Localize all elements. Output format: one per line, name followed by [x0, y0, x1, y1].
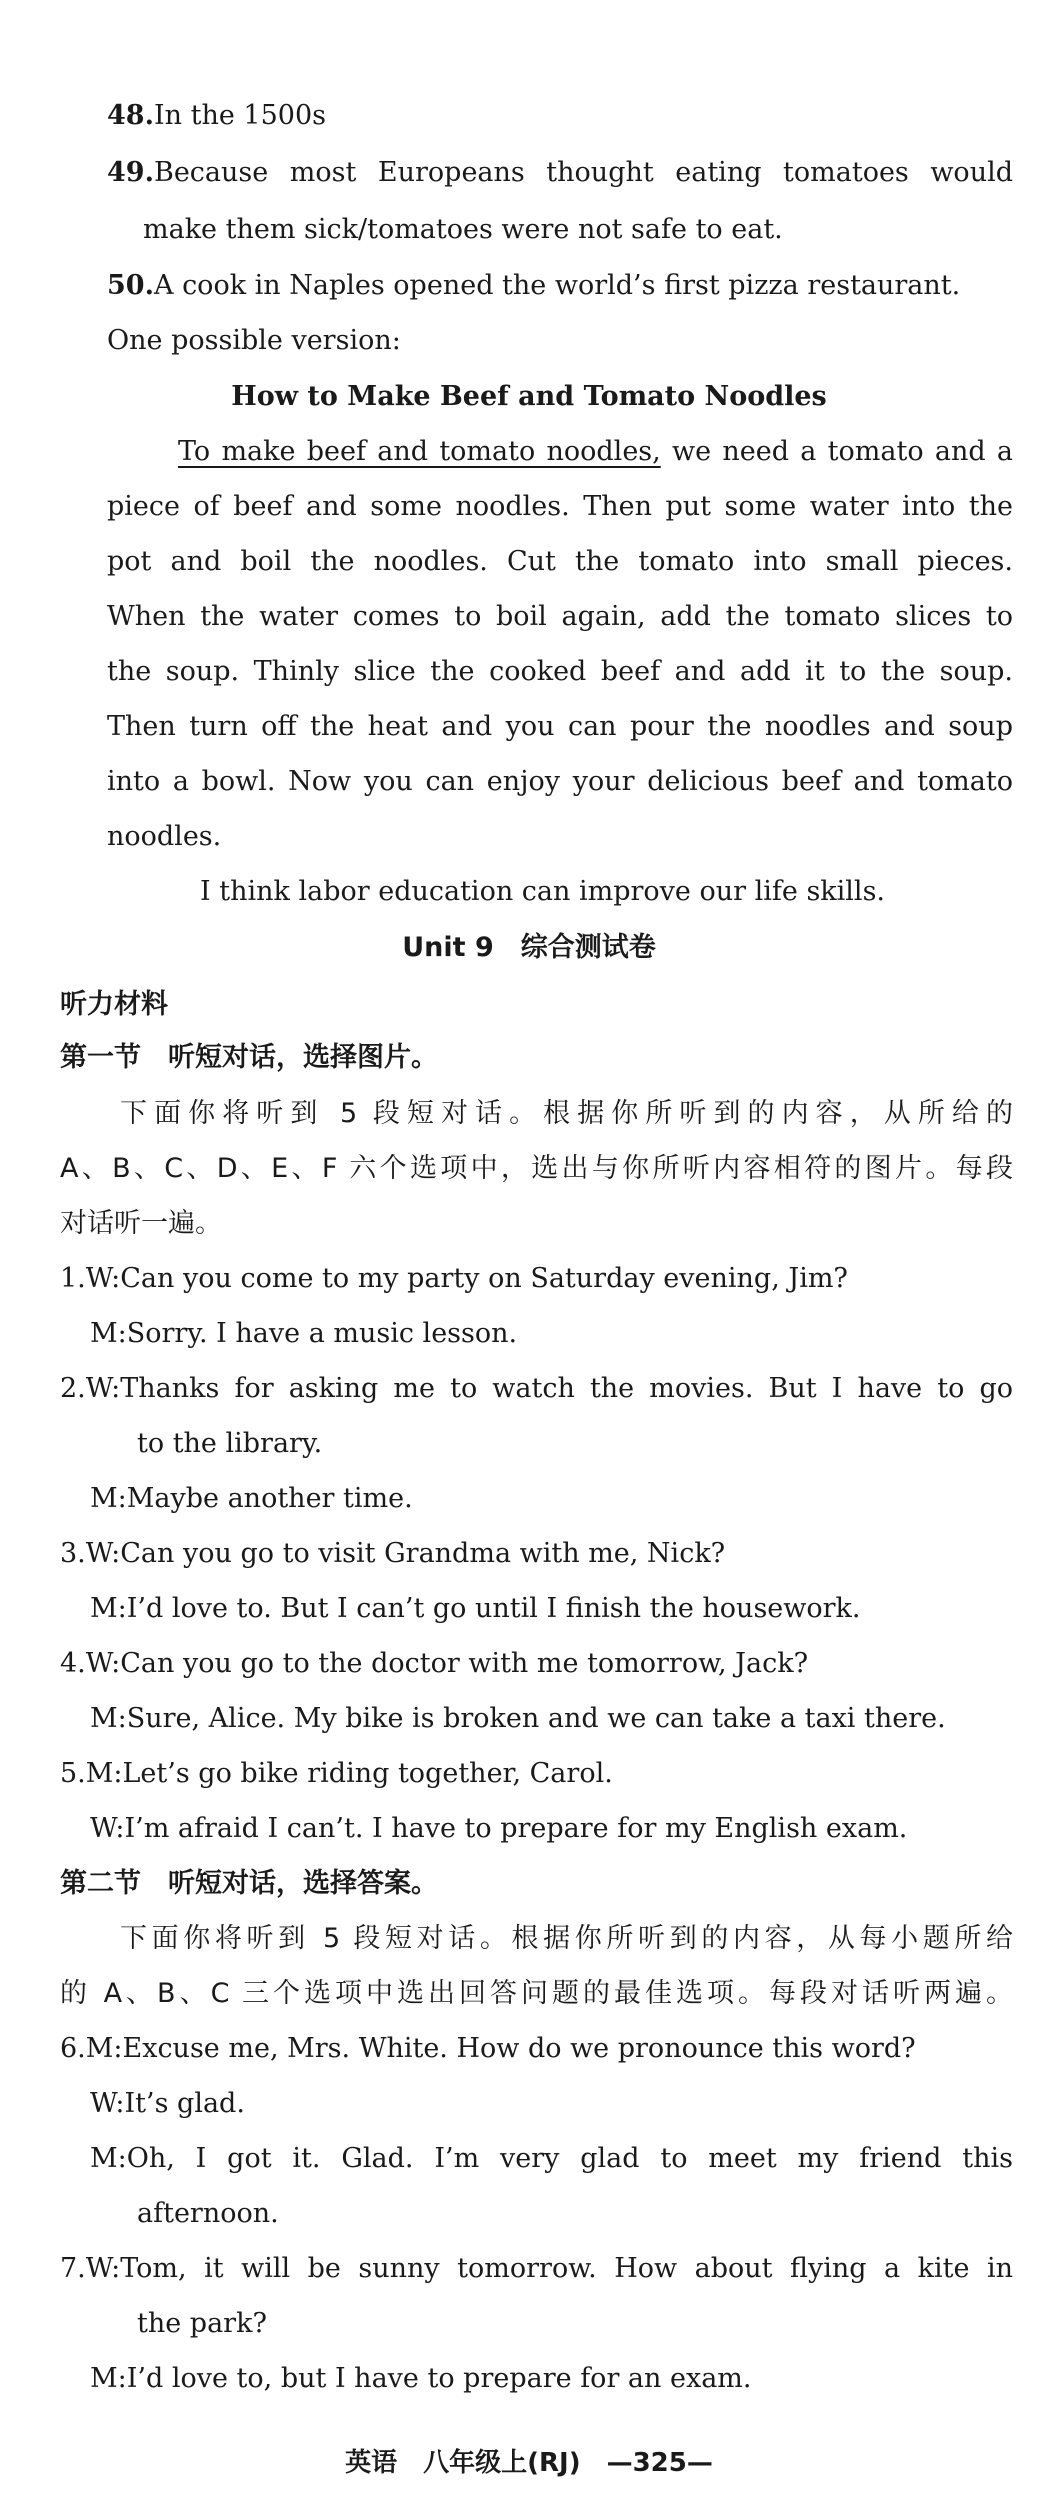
answer-50: 50.A cook in Naples opened the world’s first pizza restaurant.: [107, 270, 961, 301]
dialog2-woman: 2.W:Thanks for asking me to watch the movies. But I have to go: [60, 1373, 1013, 1404]
section1-heading: 第一节 听短对话，选择图片。: [60, 1042, 438, 1073]
dialog1-woman: 1.W:Can you come to my party on Saturday evening, Jim?: [60, 1263, 848, 1294]
essay-line-7: into a bowl. Now you can enjoy your delicious beef and tomato: [107, 766, 1013, 797]
page-footer: 英语 八年级上(RJ) —325—: [345, 2448, 713, 2478]
essay-line-6: Then turn off the heat and you can pour the noodles and soup: [107, 711, 1013, 742]
essay-title: How to Make Beef and Tomato Noodles: [231, 381, 827, 412]
unit-title: Unit 9 综合测试卷: [402, 932, 656, 963]
essay-line-4: When the water comes to boil again, add the tomato slices to: [107, 601, 1013, 632]
essay-line-2: piece of beef and some noodles. Then put some water into the: [107, 491, 1013, 522]
essay-line-3: pot and boil the noodles. Cut the tomato into small pieces.: [107, 546, 1013, 577]
essay-line-8: noodles.: [107, 821, 222, 852]
dialog4-woman: 4.W:Can you go to the doctor with me tomorrow, Jack?: [60, 1648, 809, 1679]
dialog5-woman: W:I’m afraid I can’t. I have to prepare for my English exam.: [90, 1813, 908, 1844]
section2-instruction-2: 的 A、B、C 三个选项中选出回答问题的最佳选项。每段对话听两遍。: [60, 1978, 1013, 2009]
dialog5-man: 5.M:Let’s go bike riding together, Carol.: [60, 1758, 613, 1789]
dialog1-man: M:Sorry. I have a music lesson.: [90, 1318, 518, 1349]
dialog7-woman-continued: the park?: [137, 2308, 267, 2339]
dialog3-man: M:I’d love to. But I can’t go until I finish the housework.: [90, 1593, 861, 1624]
essay-underlined-phrase: To make beef and tomato noodles,: [178, 436, 661, 467]
dialog2-woman-continued: to the library.: [137, 1428, 323, 1459]
answer-49-continued: make them sick/tomatoes were not safe to eat.: [143, 214, 783, 245]
answer-49: 49.Because most Europeans thought eating tomatoes would: [107, 157, 1013, 188]
dialog6-woman: W:It’s glad.: [90, 2088, 245, 2119]
section2-instruction-1: 下面你将听到 5 段短对话。根据你所听到的内容，从每小题所给: [120, 1923, 1013, 1954]
essay-line-5: the soup. Thinly slice the cooked beef and add it to the soup.: [107, 656, 1013, 687]
dialog7-woman: 7.W:Tom, it will be sunny tomorrow. How about flying a kite in: [60, 2253, 1013, 2284]
section1-instruction-2: A、B、C、D、E、F 六个选项中，选出与你所听内容相符的图片。每段: [60, 1153, 1013, 1184]
answer-48: 48.In the 1500s: [107, 100, 326, 131]
version-label: One possible version:: [107, 325, 401, 356]
listening-label: 听力材料: [60, 989, 168, 1020]
section1-instruction-1: 下面你将听到 5 段短对话。根据你所听到的内容，从所给的: [120, 1098, 1013, 1129]
section2-heading: 第二节 听短对话，选择答案。: [60, 1868, 438, 1899]
dialog4-man: M:Sure, Alice. My bike is broken and we can take a taxi there.: [90, 1703, 946, 1734]
essay-line-1: To make beef and tomato noodles, we need a tomato and a: [178, 436, 1013, 467]
dialog6-man-reply-continued: afternoon.: [137, 2198, 279, 2229]
essay-closing: I think labor education can improve our life skills.: [200, 876, 886, 907]
dialog2-man: M:Maybe another time.: [90, 1483, 413, 1514]
section1-instruction-3: 对话听一遍。: [60, 1208, 222, 1239]
dialog6-man: 6.M:Excuse me, Mrs. White. How do we pronounce this word?: [60, 2033, 916, 2064]
dialog3-woman: 3.W:Can you go to visit Grandma with me, Nick?: [60, 1538, 726, 1569]
dialog7-man: M:I’d love to, but I have to prepare for an exam.: [90, 2363, 752, 2394]
dialog6-man-reply: M:Oh, I got it. Glad. I’m very glad to meet my friend this: [90, 2143, 1013, 2174]
